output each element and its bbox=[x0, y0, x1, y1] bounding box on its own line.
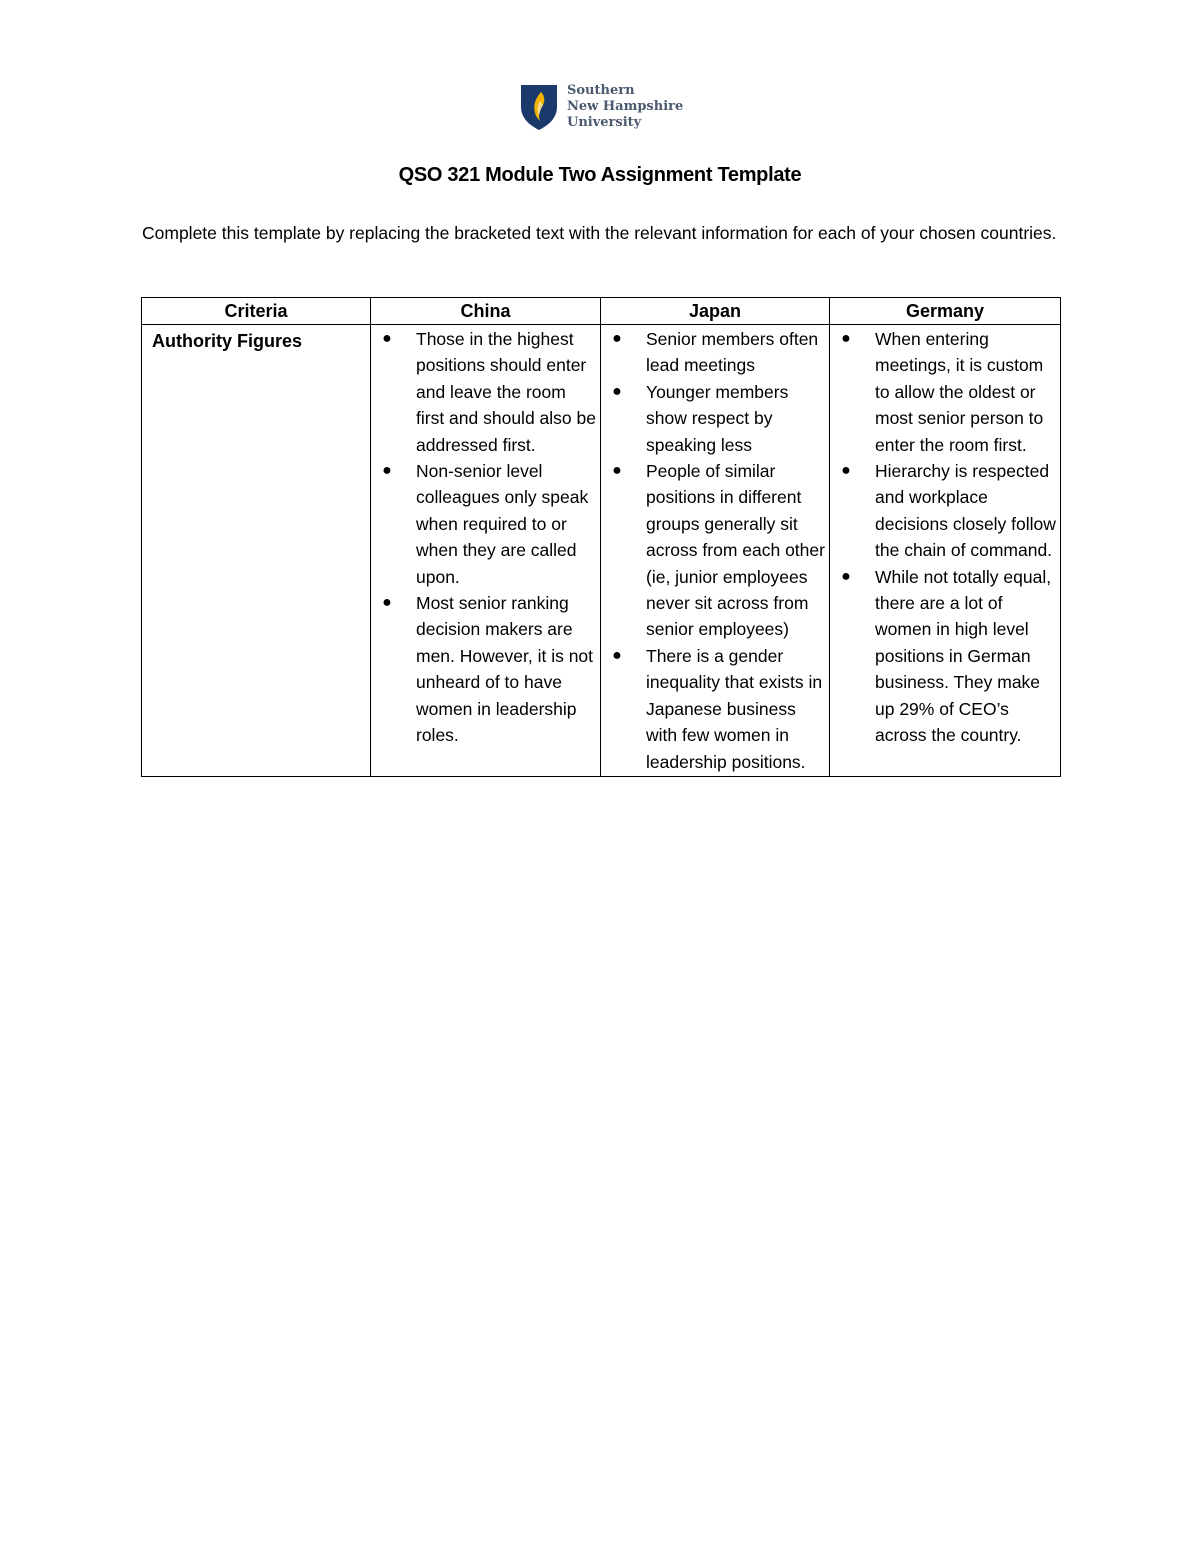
bullet-text: Most senior ranking decision makers are men. However, it is not unheard of to have women in leadership roles. bbox=[416, 593, 594, 746]
table-row bbox=[142, 325, 1061, 777]
germany-cell bbox=[830, 325, 1061, 777]
bullet-text: There is a gender inequality that exists in Japanese business with few women in leadership positions. bbox=[646, 645, 823, 772]
japan-cell bbox=[601, 325, 830, 777]
header-japan: Japan bbox=[601, 298, 830, 325]
bullet-text: When entering meetings, it is custom to allow the oldest or most senior person to enter the room first. bbox=[875, 329, 1044, 455]
logo-wordmark bbox=[567, 83, 683, 131]
shield-flame-icon bbox=[519, 83, 559, 131]
germany-bullet-list bbox=[830, 325, 1060, 750]
list-item bbox=[830, 326, 1060, 458]
list-item bbox=[601, 458, 829, 643]
list-item bbox=[601, 379, 829, 458]
bullet-icon: ● bbox=[841, 330, 851, 347]
bullet-icon: ● bbox=[841, 567, 851, 585]
bullet-icon: ● bbox=[612, 462, 622, 480]
logo-line-2: New Hampshire bbox=[567, 99, 684, 114]
list-item bbox=[601, 643, 829, 775]
bullet-text: Hierarchy is respected and workplace decisions closely follow the chain of command. bbox=[875, 461, 1056, 561]
list-item bbox=[601, 326, 829, 379]
bullet-icon: ● bbox=[612, 330, 622, 347]
bullet-icon: ● bbox=[382, 594, 392, 612]
instructions-paragraph: Complete this template by replacing the bracketed text with the relevant information for each of your chosen countries. bbox=[142, 223, 1057, 243]
bullet-text: Those in the highest positions should enter and leave the room first and should also be addressed first. bbox=[416, 329, 596, 455]
bullet-icon: ● bbox=[612, 382, 622, 400]
criteria-cell: Authority Figures bbox=[142, 325, 371, 777]
bullet-icon: ● bbox=[612, 646, 622, 664]
bullet-text: People of similar positions in different groups generally sit across from each other (ie, junior employees never sit across from senior employees) bbox=[646, 461, 825, 640]
list-item bbox=[371, 590, 600, 748]
university-logo bbox=[519, 83, 689, 133]
bullet-text: Non-senior level colleagues only speak when required to or when they are called upon. bbox=[416, 461, 589, 587]
comparison-table bbox=[141, 297, 1061, 777]
logo-line-3: University bbox=[567, 115, 642, 130]
bullet-icon: ● bbox=[841, 462, 851, 480]
header-germany: Germany bbox=[830, 298, 1061, 325]
list-item bbox=[371, 326, 600, 458]
document-title: QSO 321 Module Two Assignment Template bbox=[398, 164, 802, 186]
china-cell bbox=[371, 325, 601, 777]
list-item bbox=[830, 458, 1060, 564]
table-header-row bbox=[142, 298, 1061, 325]
bullet-icon: ● bbox=[382, 330, 392, 347]
bullet-text: Younger members show respect by speaking less bbox=[646, 381, 789, 455]
list-item bbox=[371, 458, 600, 590]
header-china: China bbox=[371, 298, 601, 325]
list-item bbox=[830, 564, 1060, 749]
bullet-icon: ● bbox=[382, 462, 392, 480]
bullet-text: While not totally equal, there are a lot of women in high level positions in German business. They make up 29% of CEO’s across the country. bbox=[875, 566, 1052, 746]
logo-line-1: Southern bbox=[567, 83, 635, 98]
header-criteria: Criteria bbox=[142, 298, 371, 325]
japan-bullet-list bbox=[601, 325, 829, 776]
bullet-text: Senior members often lead meetings bbox=[646, 329, 819, 376]
china-bullet-list bbox=[371, 325, 600, 750]
